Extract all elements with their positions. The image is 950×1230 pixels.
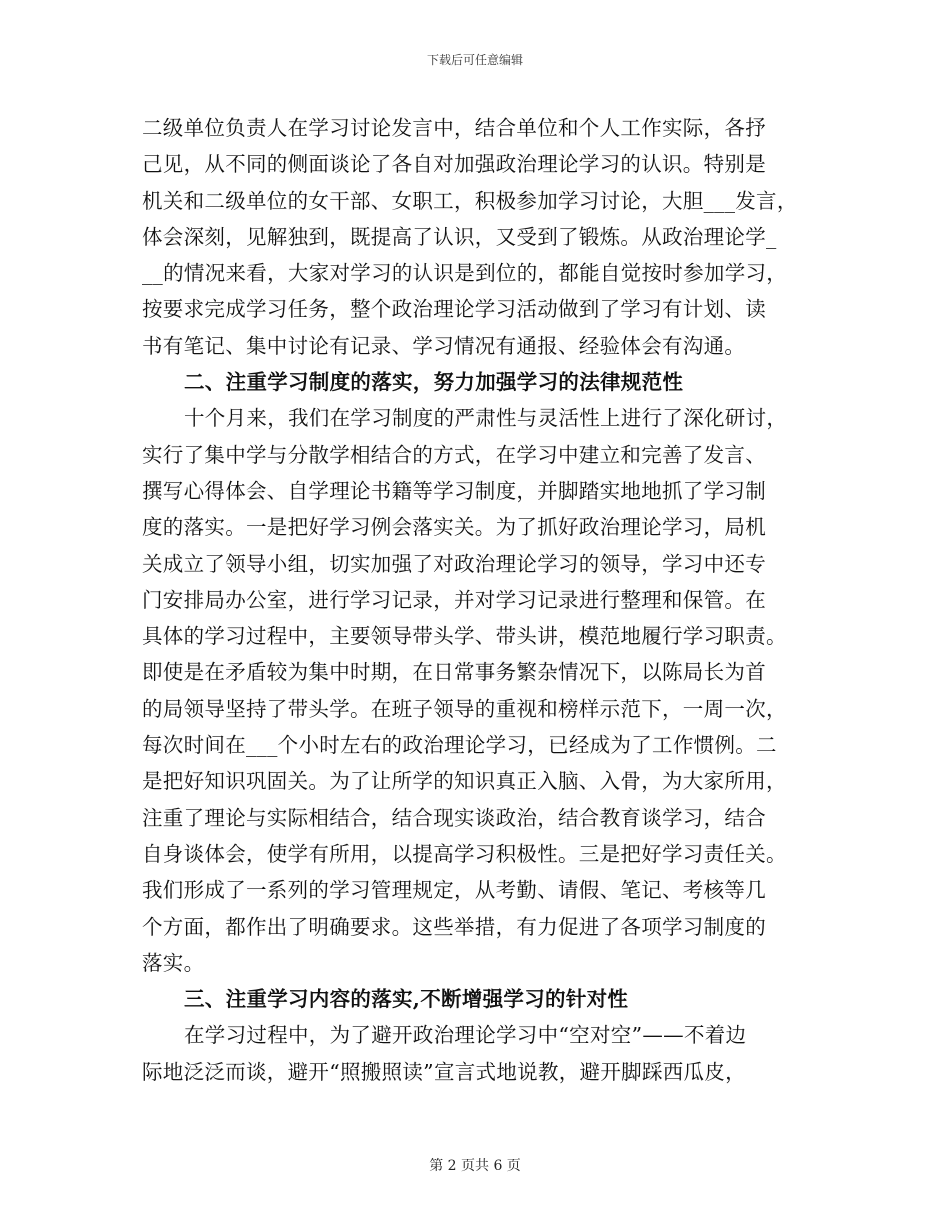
paragraph-first-line: 十个月来，我们在学习制度的严肃性与灵活性上进行了深化研讨， <box>184 406 788 431</box>
body-line: 撰写心得体会、自学理论书籍等学习制度，并脚踏实地地抓了学习制 <box>142 478 766 503</box>
paragraph-first-line: 在学习过程中，为了避开政治理论学习中“空对空”——不着边 <box>184 1023 747 1048</box>
body-line: 度的落实。一是把好学习例会落实关。为了抓好政治理论学习，局机 <box>142 515 766 540</box>
body-line: 个方面，都作出了明确要求。这些举措，有力促进了各项学习制度的 <box>142 914 766 939</box>
body-line: 落实。 <box>142 950 205 975</box>
body-line: 自身谈体会，使学有所用，以提高学习积极性。三是把好学习责任关。 <box>142 841 787 866</box>
body-line: 注重了理论与实际相结合，结合现实谈政治，结合教育谈学习，结合 <box>142 805 766 830</box>
body-line: 己见，从不同的侧面谈论了各自对加强政治理论学习的认识。特别是 <box>142 152 766 177</box>
body-line: 书有笔记、集中讨论有记录、学习情况有通报、经验体会有沟通。 <box>142 333 746 358</box>
body-line: 际地泛泛而谈，避开“照搬照读”宣言式地说教，避开脚踩西瓜皮， <box>142 1059 746 1084</box>
body-line: 即使是在矛盾较为集中时期，在日常事务繁杂情况下，以陈局长为首 <box>142 660 766 685</box>
page-header: 下载后可任意编辑 <box>426 53 523 67</box>
body-line: __的情况来看，大家对学习的认识是到位的，都能自觉按时参加学习， <box>142 261 788 286</box>
body-line: 二级单位负责人在学习讨论发言中，结合单位和个人工作实际，各抒 <box>142 116 766 140</box>
body-line: 机关和二级单位的女干部、女职工，积极参加学习讨论，大胆___发言， <box>142 188 798 213</box>
body-line: 实行了集中学与分散学相结合的方式，在学习中建立和完善了发言、 <box>142 442 766 467</box>
document-body <box>142 110 822 1090</box>
body-line: 体会深刻，见解独到，既提高了认识，又受到了锻炼。从政治理论学_ <box>142 224 777 249</box>
body-line: 按要求完成学习任务，整个政治理论学习活动做到了学习有计划、读 <box>142 297 766 322</box>
body-line: 每次时间在___个小时左右的政治理论学习，已经成为了工作惯例。二 <box>142 733 777 758</box>
section-heading-2: 二、注重学习制度的落实，努力加强学习的法律规范性 <box>184 370 684 395</box>
body-line: 具体的学习过程中，主要领导带头学、带头讲，模范地履行学习职责。 <box>142 624 787 649</box>
body-line: 我们形成了一系列的学习管理规定，从考勤、请假、笔记、考核等几 <box>142 878 766 903</box>
body-line: 关成立了领导小组，切实加强了对政治理论学习的领导，学习中还专 <box>142 551 766 576</box>
section-heading-3: 三、注重学习内容的落实,不断增强学习的针对性 <box>184 987 629 1012</box>
body-line: 是把好知识巩固关。为了让所学的知识真正入脑、入骨，为大家所用， <box>142 769 787 794</box>
body-line: 的局领导坚持了带头学。在班子领导的重视和榜样示范下，一周一次， <box>142 696 787 721</box>
page-number-footer: 第 2 页共 6 页 <box>429 1158 521 1174</box>
body-line: 门安排局办公室，进行学习记录，并对学习记录进行整理和保管。在 <box>142 587 766 612</box>
